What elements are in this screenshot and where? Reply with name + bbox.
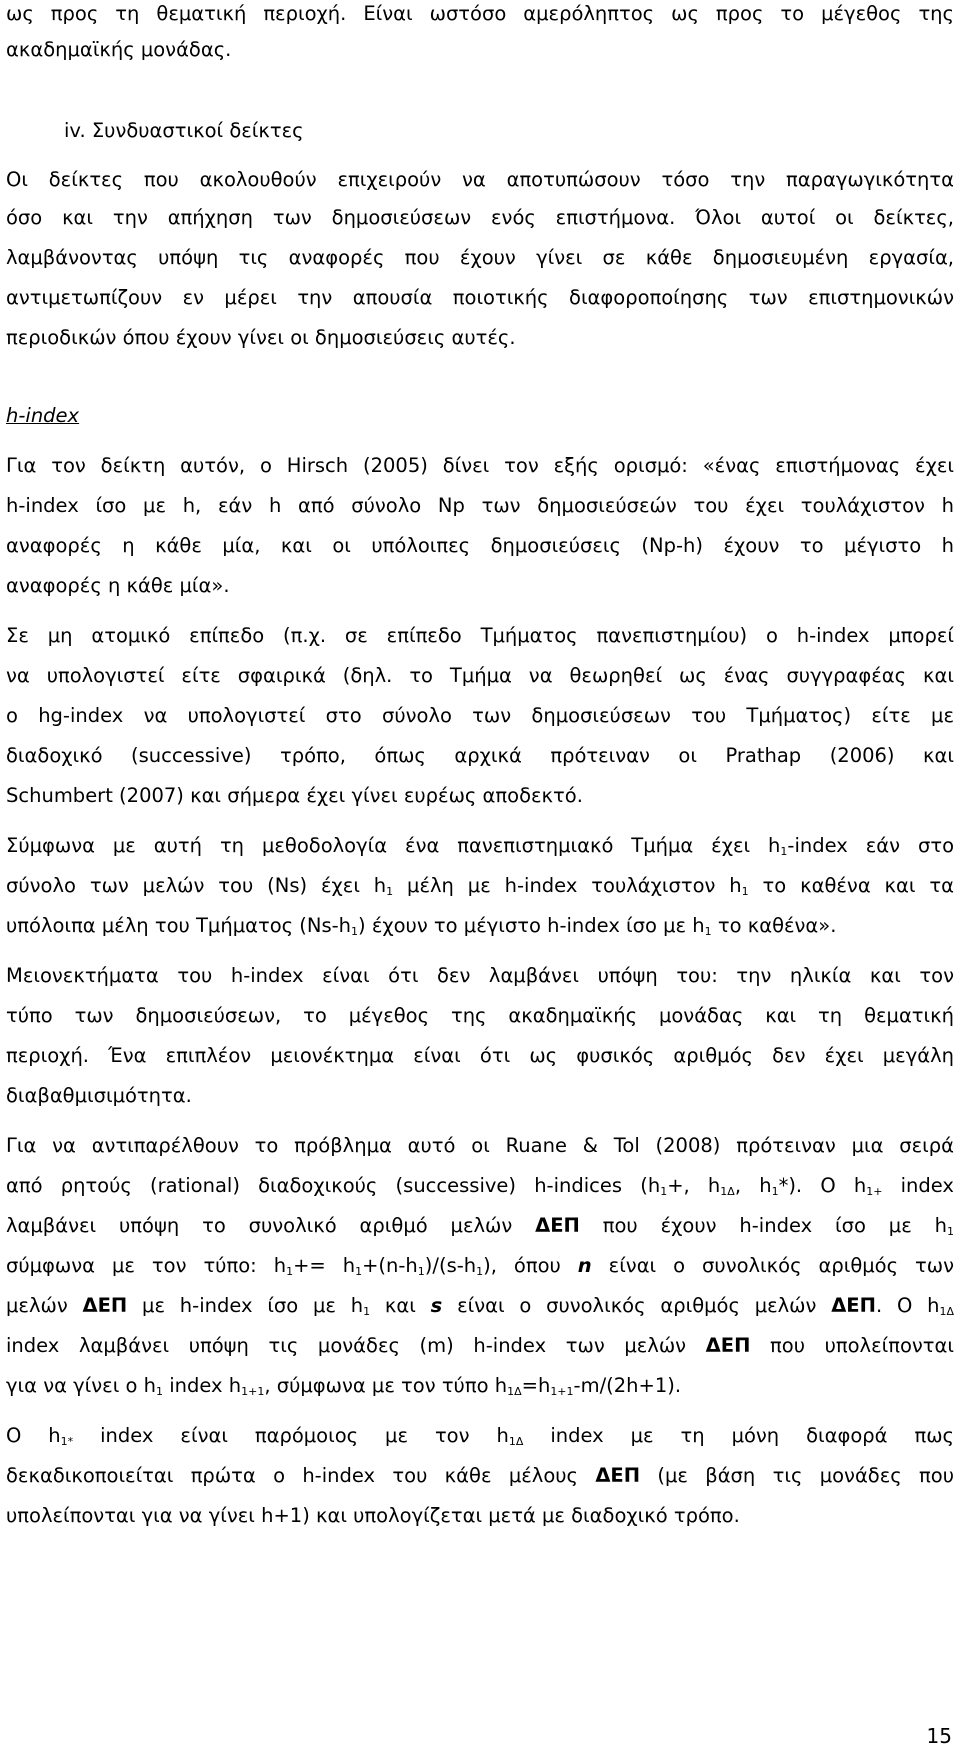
page-number: 15 [926,1724,952,1748]
text-line: ακαδημαϊκής μονάδας. [6,38,232,61]
text-line: για να γίνει ο $h_1$ index $h_{1+1}$, σύμφωνα με τον τύπο $h_{1\Delta}=h_{1+1}-m/(2h+1)$. [6,1374,682,1398]
text-line: δεκαδικοποιείται πρώτα ο h-index του κάθε μέλους ΔΕΠ (με βάση τις μονάδες που [6,1464,954,1487]
text-line: αναφορές η κάθε μία». [6,574,230,597]
text-line: να υπολογιστεί είτε σφαιρικά (δηλ. το Τμήμα να θεωρηθεί ως ένας συγγραφέας και [6,664,954,687]
subsection-heading: h-index [6,404,80,427]
text-line: ο hg-index να υπολογιστεί στο σύνολο των δημοσιεύσεων του Τμήματος) είτε με [6,704,954,727]
text-line: Μειονεκτήματα του h-index είναι ότι δεν λαμβάνει υπόψη του: την ηλικία και τον [6,964,954,987]
text-line: Οι δείκτες που ακολουθούν επιχειρούν να αποτυπώσουν τόσο την παραγωγικότητα [6,168,954,191]
text-line: Schumbert (2007) και σήμερα έχει γίνει ευρέως αποδεκτό. [6,784,583,807]
section-heading: iv. Συνδυαστικοί δείκτες [64,119,304,142]
text-line: υπόλοιπα μέλη του Τμήματος $(Ns-h_1)$ έχουν το μέγιστο h-index ίσο με $h_1$ το καθένα». [6,914,837,938]
text-line: αντιμετωπίζουν εν μέρει την απουσία ποιοτικής διαφοροποίησης των επιστημονικών [6,286,954,309]
text-line: όσο και την απήχηση των δημοσιεύσεων ενός επιστήμονα. Όλοι αυτοί οι δείκτες, [6,206,954,229]
text-line: διαδοχικό (successive) τρόπο, όπως αρχικά πρότειναν οι Prathap (2006) και [6,744,954,767]
text-line: Σύμφωνα με αυτή τη μεθοδολογία ένα πανεπιστημιακό Τμήμα έχει $h_1$-index εάν στο [6,834,954,858]
text-line: h-index ίσο με h, εάν h από σύνολο Np των δημοσιεύσεών του έχει τουλάχιστον h [6,494,954,517]
text-line: λαμβάνοντας υπόψη τις αναφορές που έχουν γίνει σε κάθε δημοσιευμένη εργασία, [6,246,954,269]
text-line: Για να αντιπαρέλθουν το πρόβλημα αυτό οι Ruane & Tol (2008) πρότειναν μια σειρά [6,1134,954,1157]
text-line: υπολείπονται για να γίνει h+1) και υπολογίζεται μετά με διαδοχικό τρόπο. [6,1504,740,1527]
text-line: διαβαθμισιμότητα. [6,1084,192,1107]
text-line: αναφορές η κάθε μία, και οι υπόλοιπες δημοσιεύσεις (Np-h) έχουν το μέγιστο h [6,534,954,557]
text-line: σύμφωνα με τον τύπο: $h_1+= h_1+(n-h_1)/(s-h_1)$, όπου n είναι ο συνολικός αριθμός των [6,1254,954,1278]
text-line: περιοχή. Ένα επιπλέον μειονέκτημα είναι ότι ως φυσικός αριθμός δεν έχει μεγάλη [6,1044,954,1067]
text-line: λαμβάνει υπόψη το συνολικό αριθμό μελών ΔΕΠ που έχουν h-index ίσο με $h_1$ [6,1214,954,1238]
text-line: Ο $h_{1*}$ index είναι παρόμοιος με τον $h_{1\Delta}$ index με τη μόνη διαφορά πως [6,1424,954,1448]
text-line: Σε μη ατομικό επίπεδο (π.χ. σε επίπεδο Τμήματος πανεπιστημίου) ο h-index μπορεί [6,624,954,647]
text-line: index λαμβάνει υπόψη τις μονάδες (m) h-index των μελών ΔΕΠ που υπολείπονται [6,1334,954,1357]
text-line: σύνολο των μελών του (Ns) έχει $h_1$ μέλη με h-index τουλάχιστον $h_1$ το καθένα και τα [6,874,954,898]
text-line: τύπο των δημοσιεύσεων, το μέγεθος της ακαδημαϊκής μονάδας και τη θεματική [6,1004,954,1027]
text-line: από ρητούς (rational) διαδοχικούς (successive) h-indices ($h_1+$, $h_{1\Delta}$, $h_1*$). Ο $h_{1+}$ index [6,1174,954,1198]
text-line: Για τον δείκτη αυτόν, ο Hirsch (2005) δίνει τον εξής ορισμό: «ένας επιστήμονας έχει [6,454,954,477]
text-line: ως προς τη θεματική περιοχή. Είναι ωστόσο αμερόληπτος ως προς το μέγεθος της [6,2,954,25]
text-line: περιοδικών όπου έχουν γίνει οι δημοσιεύσεις αυτές. [6,326,516,349]
text-line: μελών ΔΕΠ με h-index ίσο με $h_1$ και s είναι ο συνολικός αριθμός μελών ΔΕΠ. Ο $h_{1\Delta}$ [6,1294,954,1318]
